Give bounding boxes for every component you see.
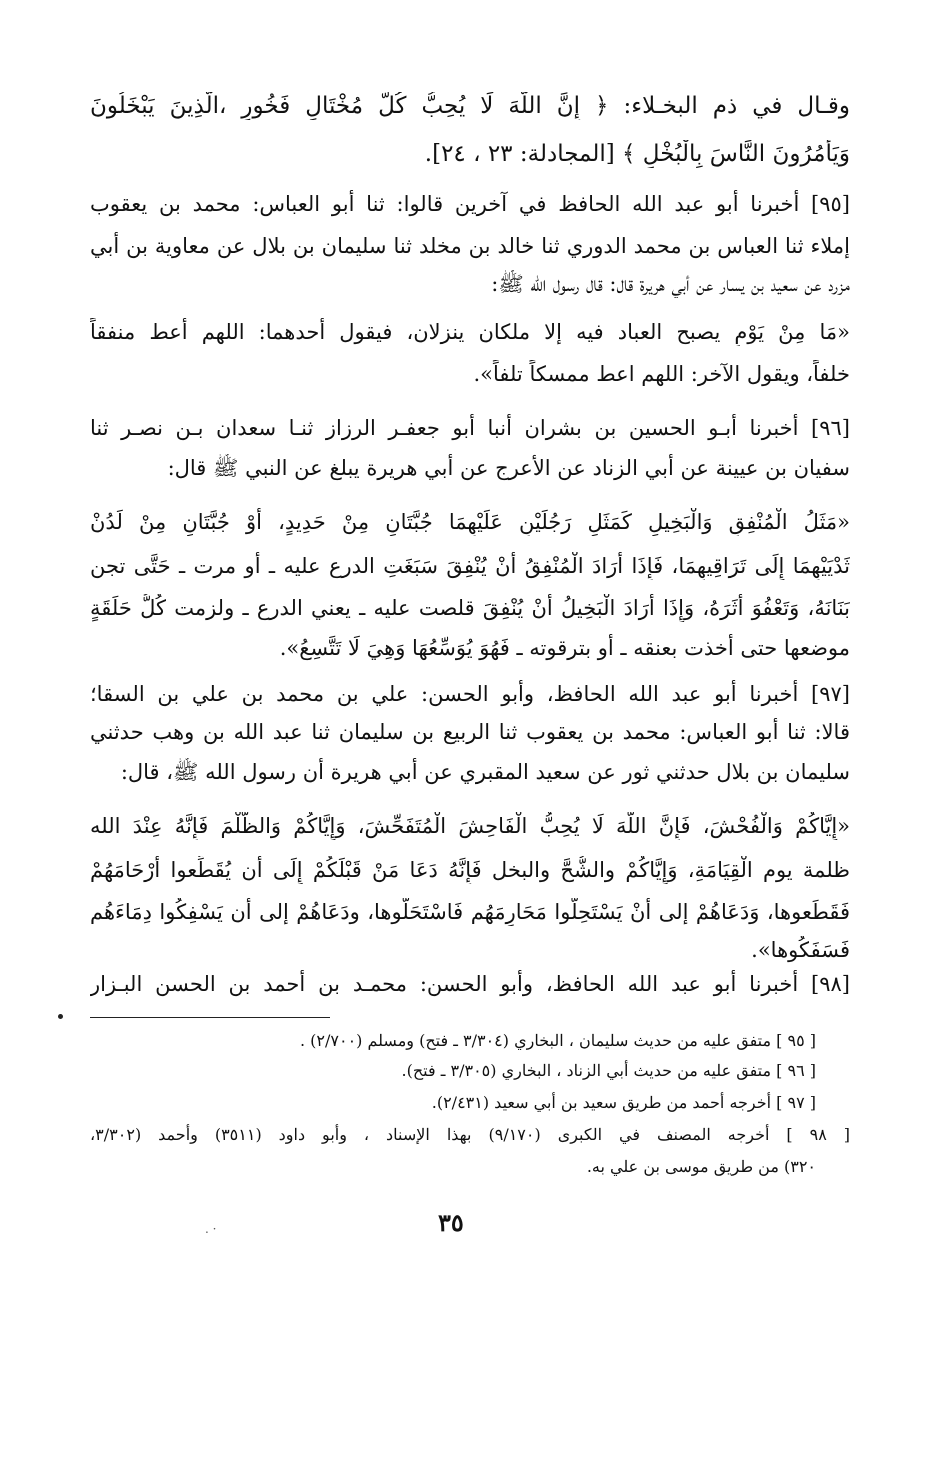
hadith-95-isnad: [٩٥] أخبرنا أبو عبد الله الحافظ في آخرين قالوا: ثنا أبو العباس: محمد بن يعقوب bbox=[90, 192, 850, 216]
hadith-96-isnad: [٩٦] أخبرنا أبـو الحسين بن بشران أنبا أبو جعفـر الرزاز ثنـا سعدان بـن نصـر ثنا bbox=[90, 416, 850, 440]
text-line: فَقَطَعوها، وَدَعَاهُمْ إلى أَنْ يَسْتَحِلّوا مَحَارِمَهُم فَاسْتَحَلُّوها، ودَعَاهُمْ إلى أن يَسْفِكُوا دِمَاءَهُم bbox=[90, 900, 850, 924]
footnote-98-continued: ٣٢٠) من طريق موسى بن علي به. bbox=[586, 1157, 816, 1176]
text-line: سفيان بن عيينة عن أبي الزناد عن الأعرج عن أبي هريرة يبلغ عن النبي ﷺ قال: bbox=[167, 456, 850, 480]
footnote-95: [ ٩٥ ] متفق عليه من حديث سليمان ، البخاري (٣/٣٠٤ ـ فتح) ومسلم (٢/٧٠٠) . bbox=[299, 1031, 816, 1050]
text-line: مزرد عن سعيد بن يسار عن أبي هريرة قال: قال رسول الله ﷺ: bbox=[491, 272, 850, 296]
hadith-97-matn: «إِيَّاكُمْ وَالْفُحْشَ، فَإِنَّ اللَّهَ لَا يُحِبُّ الْفَاحِشَ الْمُتَفَحِّشَ، وَإِيَّاكُمْ وَالظُّلْمَ فَإِنَّهُ عِنْدَ الله bbox=[90, 814, 850, 838]
text-line: ثَدْيَيْهِمَا إِلَى تَرَاقِيهِمَا، فَإِذَا أَرَادَ الْمُنْفِقُ أَنْ يُنْفِقَ سَبَغَتِ الدرع عليه ـ أو مرت ـ حَتَّى تجن bbox=[90, 554, 850, 578]
scan-speck: · . bbox=[205, 1222, 217, 1236]
footnote-96: [ ٩٦ ] متفق عليه من حديث أبي الزناد ، البخاري (٣/٣٠٥ ـ فتح). bbox=[401, 1061, 816, 1080]
text-line: ظلمة يوم الْقِيَامَةِ، وَإِيَّاكُمْ والشُّحَّ والبخل فَإِنَّهُ دَعَا مَنْ قَبْلَكُمْ إِلَى أن يُقَطِّعوا أَرْحَامَهُمْ bbox=[90, 858, 850, 882]
text-line: فَسَفَكُوها». bbox=[751, 938, 850, 962]
text-line: وقـال في ذم البخـلاء: ﴿ إِنَّ اللَّهَ لَا يُحِبُّ كُلَّ مُخْتَالٍ فَخُورٍ ،الَّذِينَ يَبْخَلُونَ bbox=[90, 93, 850, 119]
footnote-marker-dot bbox=[58, 1014, 63, 1019]
hadith-95-matn: «مَا مِنْ يَوْمٍ يصبح العباد فيه إلا ملكان ينزلان، فيقول أحدهما: اللهم أعط منفقاً bbox=[90, 320, 850, 344]
text-line: قالا: ثنا أبو العباس: محمد بن يعقوب ثنا الربيع بن سليمان ثنا عبد الله بن وهب حدثني bbox=[90, 720, 850, 744]
text-line: وَيَأْمُرُونَ النَّاسَ بِالْبُخْلِ ﴾ [المجادلة: ٢٣ ، ٢٤]. bbox=[424, 141, 850, 167]
text-line: موضعها حتى أخذت بعنقه ـ أو بترقوته ـ فَهُوَ يُوَسِّعُهَا وَهِيَ لَا تَتَّسِعُ». bbox=[279, 636, 850, 660]
hadith-96-matn: «مَثَلُ الْمُنْفِقِ وَالْبَخِيلِ كَمَثَلِ رَجُلَيْنِ عَلَيْهِمَا جُبَّتَانِ مِنْ حَدِيدٍ، أَوْ جُبَّتَانِ مِنْ لَدُنْ bbox=[90, 510, 850, 534]
text-line: خلفاً، ويقول الآخر: اللهم اعط ممسكاً تلفاً». bbox=[473, 362, 850, 386]
text-line: بَنَانَهُ، وَتَعْفُوَ أَثَرَهُ، وَإِذَا أَرَادَ الْبَخِيلُ أَنْ يُنْفِقَ قلصت عليه ـ يعني الدرع ـ ولزمت كُلُّ حَلَقَةٍ bbox=[90, 596, 850, 620]
hadith-97-isnad: [٩٧] أخبرنا أبو عبد الله الحافظ، وأبو الحسن: علي بن محمد بن علي بن السقا؛ bbox=[90, 682, 850, 706]
hadith-98-isnad: [٩٨] أخبرنا أبو عبد الله الحافظ، وأبو الحسن: محمـد بن أحمد بن الحسن البـزار bbox=[90, 972, 850, 996]
text-line: إملاء ثنا العباس بن محمد الدوري ثنا خالد بن مخلد ثنا سليمان بن بلال عن معاوية بن أبي bbox=[90, 234, 850, 258]
footnote-separator bbox=[90, 1017, 330, 1018]
footnote-98: [ ٩٨ ] أخرجه المصنف في الكبرى (٩/١٧٠) بهذا الإسناد ، وأبو داود (٣٥١١) وأحمد (٣/٣٠٢، bbox=[90, 1125, 850, 1144]
text-line: سليمان بن بلال حدثني ثور عن سعيد المقبري عن أبي هريرة أن رسول الله ﷺ، قال: bbox=[120, 760, 850, 784]
footnote-97: [ ٩٧ ] أخرجه أحمد من طريق سعيد بن أبي سعيد (٢/٤٣١). bbox=[431, 1093, 816, 1112]
page-number: ٣٥ bbox=[438, 1208, 464, 1237]
